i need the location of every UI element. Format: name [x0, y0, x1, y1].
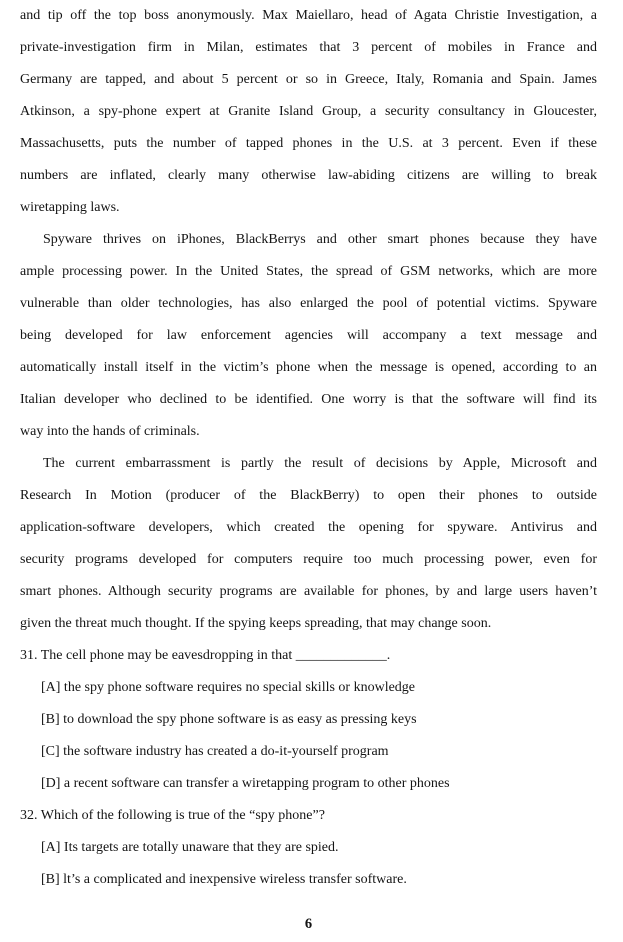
text-line: Research In Motion (producer of the BlackBerry) to open their phones to outside	[20, 488, 597, 503]
text-line: application-software developers, which created the opening for spyware. Antivirus and	[20, 520, 597, 535]
text-line: Italian developer who declined to be identified. One worry is that the software will find its	[20, 392, 597, 407]
paragraph-2	[20, 224, 597, 448]
option-line: [A] Its targets are totally unaware that they are spied.	[41, 840, 339, 855]
question-31-text: The cell phone may be eavesdropping in that _____________.	[40, 648, 391, 663]
text-line: wiretapping laws.	[20, 200, 120, 215]
question-31-number: 31.	[20, 648, 38, 663]
text-line: and tip off the top boss anonymously. Max Maiellaro, head of Agata Christie Investigation, a	[20, 8, 597, 23]
question-31-stem	[20, 640, 597, 672]
text-line: numbers are inflated, clearly many otherwise law-abiding citizens are willing to break	[20, 168, 597, 183]
text-line: vulnerable than older technologies, has also enlarged the pool of potential victims. Spyware	[20, 296, 597, 311]
text-line: given the threat much thought. If the spying keeps spreading, that may change soon.	[20, 616, 492, 631]
paragraph-1	[20, 0, 597, 224]
option-line: [B] to download the spy phone software is as easy as pressing keys	[41, 712, 417, 727]
text-line: Germany are tapped, and about 5 percent or so in Greece, Italy, Romania and Spain. James	[20, 72, 597, 87]
option-line: [C] the software industry has created a do-it-yourself program	[41, 744, 389, 759]
text-line: smart phones. Although security programs are available for phones, by and large users haven’t	[20, 584, 597, 599]
text-line: private-investigation firm in Milan, estimates that 3 percent of mobiles in France and	[20, 40, 597, 55]
text-line: automatically install itself in the victim’s phone when the message is opened, according to an	[20, 360, 597, 375]
question-32-stem	[20, 800, 597, 832]
question-32	[20, 800, 597, 896]
paragraph-3	[20, 448, 597, 640]
text-line: Atkinson, a spy-phone expert at Granite Island Group, a security consultancy in Gloucester,	[20, 104, 597, 119]
question-32-text: Which of the following is true of the “spy phone”?	[40, 808, 325, 823]
text-line: The current embarrassment is partly the result of decisions by Apple, Microsoft and	[43, 456, 597, 471]
text-line: way into the hands of criminals.	[20, 424, 200, 439]
text-line: Massachusetts, puts the number of tapped phones in the U.S. at 3 percent. Even if these	[20, 136, 597, 151]
page-number: 6	[304, 916, 313, 932]
text-line: being developed for law enforcement agencies will accompany a text message and	[20, 328, 597, 343]
text-line: Spyware thrives on iPhones, BlackBerrys and other smart phones because they have	[43, 232, 597, 247]
question-32-options	[20, 832, 597, 896]
option-line: [B] lt’s a complicated and inexpensive wireless transfer software.	[41, 872, 407, 887]
option-line: [D] a recent software can transfer a wiretapping program to other phones	[41, 776, 450, 791]
option-line: [A] the spy phone software requires no special skills or knowledge	[41, 680, 416, 695]
text-line: ample processing power. In the United States, the spread of GSM networks, which are more	[20, 264, 597, 279]
question-32-number: 32.	[20, 808, 38, 823]
question-31-options	[20, 672, 597, 800]
text-line: security programs developed for computers require too much processing power, even for	[20, 552, 597, 567]
question-31	[20, 640, 597, 800]
